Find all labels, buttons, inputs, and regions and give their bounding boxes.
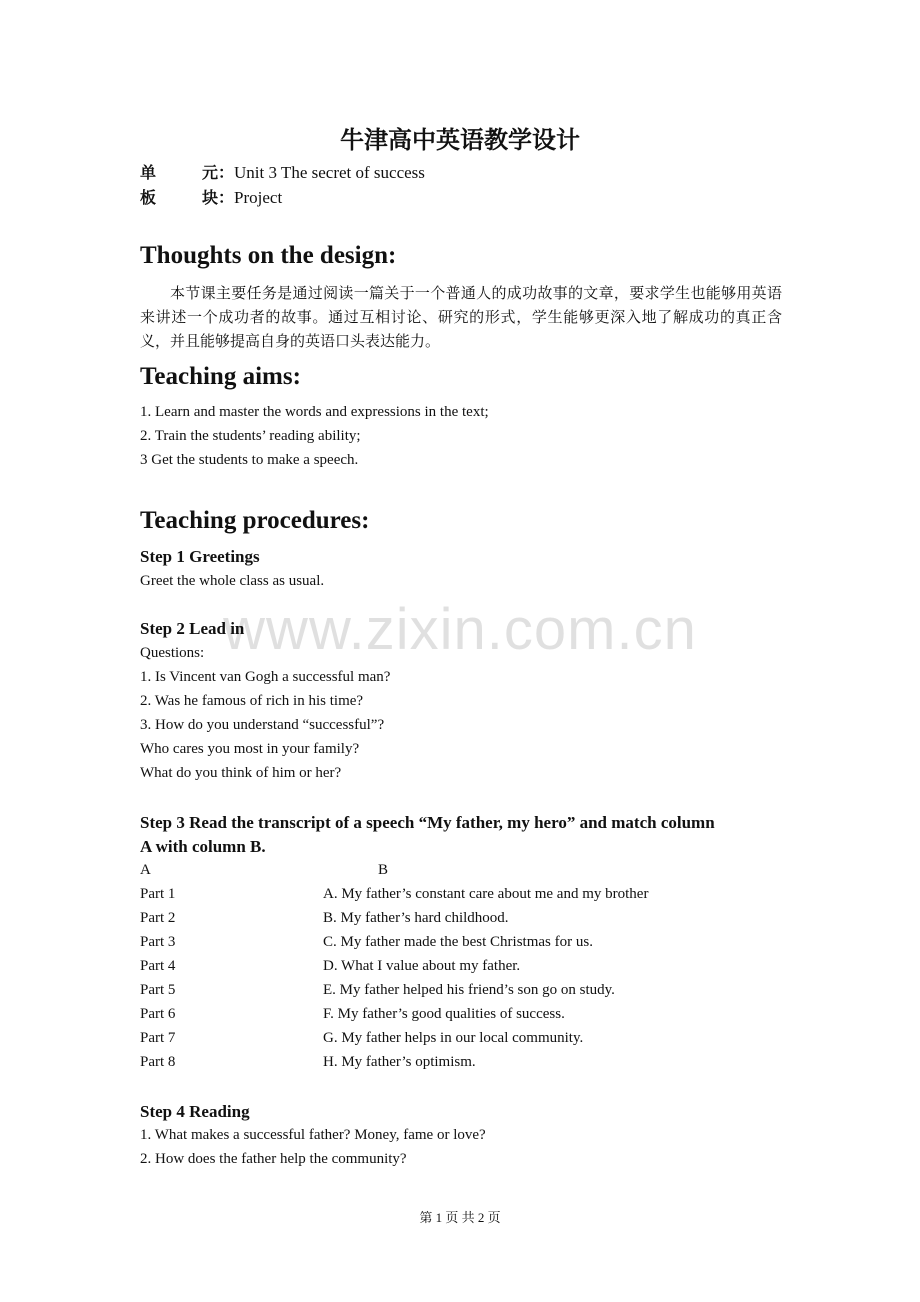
match-b: D. What I value about my father. [323, 958, 521, 974]
step2-line: 3. How do you understand “successful”? [140, 717, 385, 733]
module-value: Project [234, 188, 283, 207]
match-a: Part 3 [140, 934, 176, 950]
match-b: B. My father’s hard childhood. [323, 910, 509, 926]
match-a: Part 5 [140, 982, 176, 998]
match-b: C. My father made the best Christmas for us. [323, 934, 593, 950]
unit-row [140, 160, 425, 183]
document-title: 牛津高中英语教学设计 [340, 126, 580, 154]
aims-heading: Teaching aims: [140, 363, 301, 390]
match-a: Part 1 [140, 886, 176, 902]
unit-key-2: 元： [202, 163, 235, 182]
aims-item: 3 Get the students to make a speech. [140, 452, 359, 468]
match-a: Part 8 [140, 1054, 176, 1070]
match-a: Part 6 [140, 1006, 176, 1022]
match-a: Part 7 [140, 1030, 176, 1046]
step4-line: 1. What makes a successful father? Money, fame or love? [140, 1127, 486, 1143]
match-a: Part 2 [140, 910, 176, 926]
unit-value: Unit 3 The secret of success [234, 163, 425, 182]
match-b: E. My father helped his friend’s son go on study. [323, 982, 615, 998]
match-b: G. My father helps in our local community. [323, 1030, 584, 1046]
watermark: www.zixin.com.cn [223, 597, 697, 662]
step1-text: Greet the whole class as usual. [140, 573, 325, 589]
module-key-2: 块： [202, 188, 235, 207]
step2-line: Who cares you most in your family? [140, 741, 360, 757]
step3-title-cont: A with column B. [140, 837, 266, 856]
column-a-header: A [140, 862, 151, 878]
step2-line: What do you think of him or her? [140, 765, 342, 781]
step3-title: Step 3 Read the transcript of a speech “My father, my hero” and match column [140, 813, 715, 832]
step2-line: 1. Is Vincent van Gogh a successful man? [140, 669, 391, 685]
match-b: A. My father’s constant care about me and my brother [323, 886, 649, 902]
match-b: H. My father’s optimism. [323, 1054, 476, 1070]
step2-line: 2. Was he famous of rich in his time? [140, 693, 364, 709]
step1-title: Step 1 Greetings [140, 547, 260, 566]
thoughts-heading: Thoughts on the design: [140, 242, 397, 269]
module-key: 板 [140, 188, 157, 207]
aims-item: 1. Learn and master the words and expressions in the text; [140, 404, 489, 420]
step4-title: Step 4 Reading [140, 1102, 250, 1121]
match-b: F. My father’s good qualities of success. [323, 1006, 565, 1022]
step4-line: 2. How does the father help the community? [140, 1151, 407, 1167]
procedures-heading: Teaching procedures: [140, 507, 370, 534]
step2-line: Questions: [140, 645, 205, 661]
aims-item: 2. Train the students’ reading ability; [140, 428, 361, 444]
match-a: Part 4 [140, 958, 176, 974]
column-b-header: B [378, 862, 389, 878]
page-footer: 第 1 页 共 2 页 [419, 1210, 501, 1225]
step2-title: Step 2 Lead in [140, 619, 245, 638]
unit-key: 单 [140, 163, 157, 182]
thoughts-paragraph: 本节课主要任务是通过阅读一篇关于一个普通人的成功故事的文章，要求学生也能够用英语来讲述一个成功者的故事。通过互相讨论、研究的形式，学生能够更深入地了解成功的真正含义，并且能够提高自身的英语口头表达能力。 [140, 284, 782, 350]
module-row [140, 185, 282, 208]
